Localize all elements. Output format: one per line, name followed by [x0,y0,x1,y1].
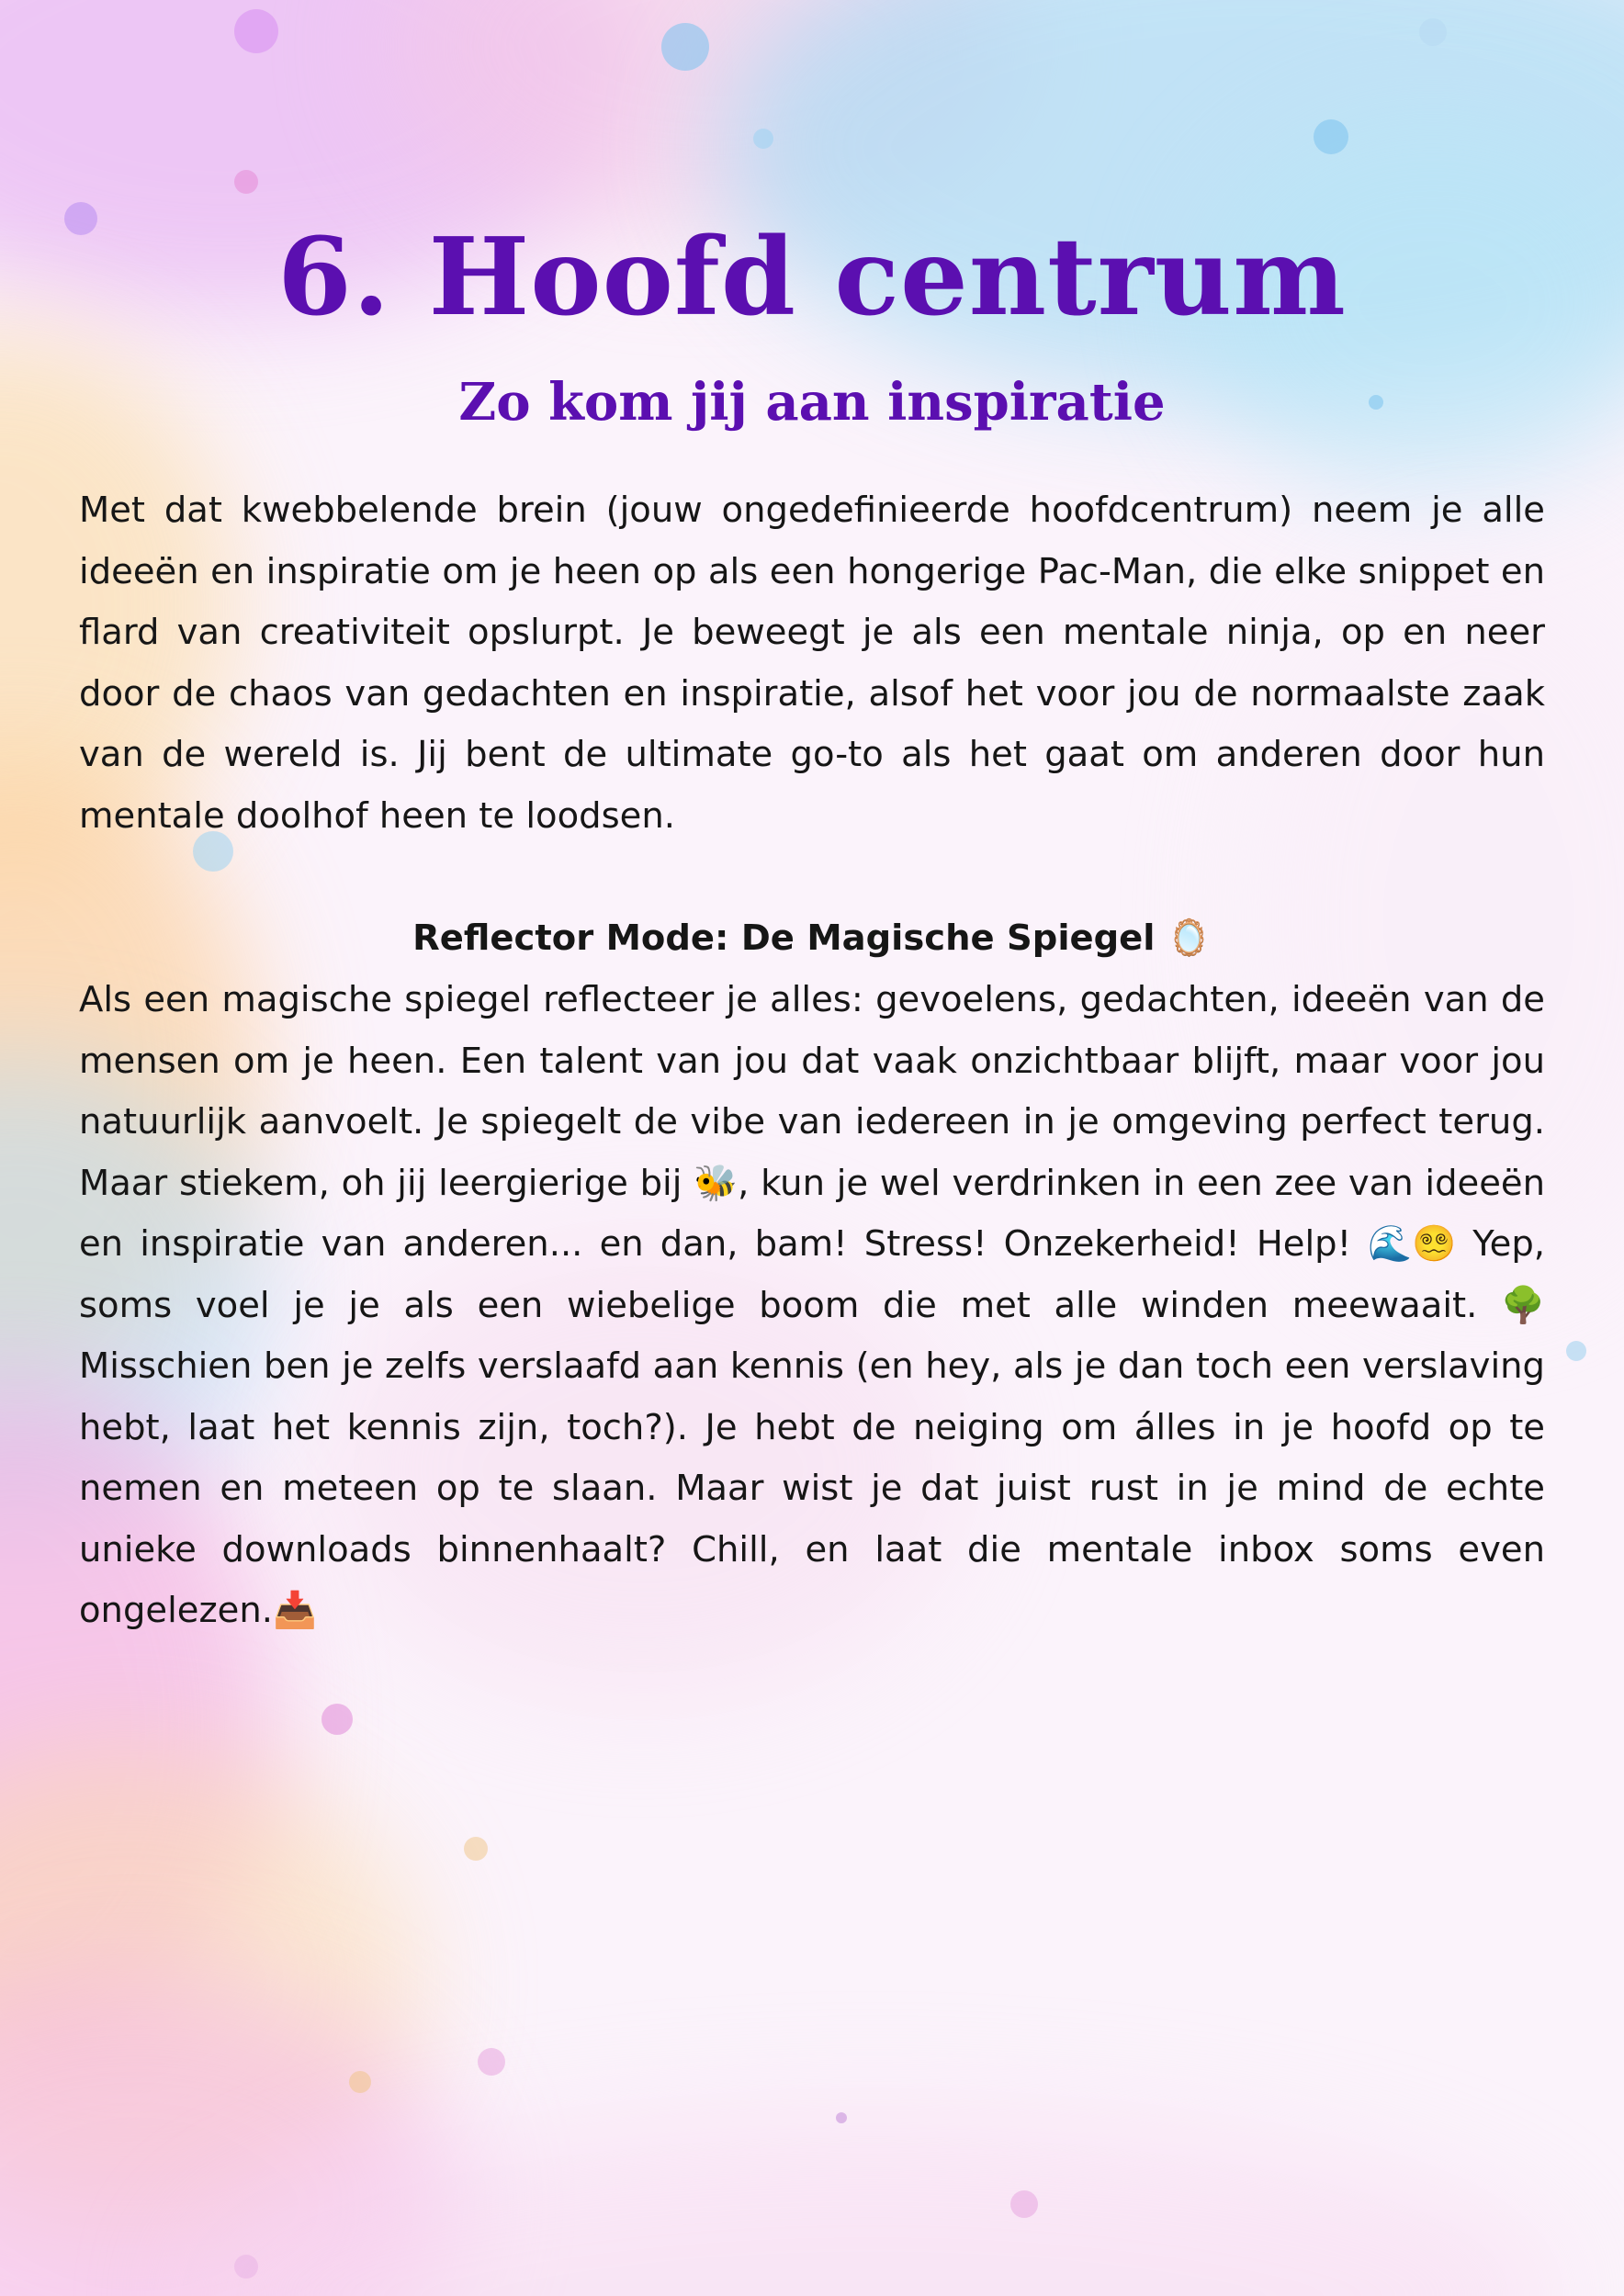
section-heading [0,908,1624,970]
section-heading-text: Reflector Mode: De Magische Spiegel [412,917,1156,959]
section-text-part-3: Yep, soms voel je je als een wiebelige boom die met alle winden meewaait. [79,1223,1545,1326]
section-text-part-1: Als een magische spiegel reflecteer je alles: gevoelens, gedachten, ideeën van de mensen om je heen. Een talent van jou dat vaak onzichtbaar blijft, maar voor jou natuurlijk aanvoelt. Je spiegelt de vibe van iedereen in je omgeving perfect terug. Maar stiekem, oh jij leergierige bij [79,979,1545,1204]
page-title: 6. Hoofd centrum [277,215,1347,340]
bee-icon: 🐝 [694,1162,739,1204]
section-paragraph [79,970,1545,1642]
mirror-icon: 🪞 [1167,917,1212,959]
inbox-icon: 📥 [273,1590,317,1631]
page-subtitle: Zo kom jij aan inspiratie [458,372,1166,433]
section-text-part-2: , kun je wel verdrinken in een zee van ideeën en inspiratie van anderen... en dan, bam! Stress! Onzekerheid! Help! [79,1162,1546,1265]
intro-paragraph: Met dat kwebbelende brein (jouw ongedefinieerde hoofdcentrum) neem je alle ideeën en inspiratie om je heen op als een hongerige Pac-Man, die elke snippet en flard van creativiteit opslurpt. Je beweegt je als een mentale ninja, op en neer door de chaos van gedachten en inspiratie, alsof het voor jou de normaalste zaak van de wereld is. Jij bent de ultimate go-to als het gaat om anderen door hun mentale doolhof heen te loodsen. [79,490,1545,837]
wave-dizzy-icon: 🌊😵‍💫 [1368,1223,1457,1265]
section-text-part-4: Misschien ben je zelfs verslaafd aan kennis (en hey, als je dan toch een verslaving hebt, laat het kennis zijn, toch?). Je hebt de neiging om álles in je hoofd op te nemen en meteen op te slaan. Maar wist je dat juist rust in je mind de echte unieke downloads binnenhaalt? Chill, en laat die mentale inbox soms even ongelezen. [79,1345,1545,1631]
tree-icon: 🌳 [1501,1284,1545,1326]
